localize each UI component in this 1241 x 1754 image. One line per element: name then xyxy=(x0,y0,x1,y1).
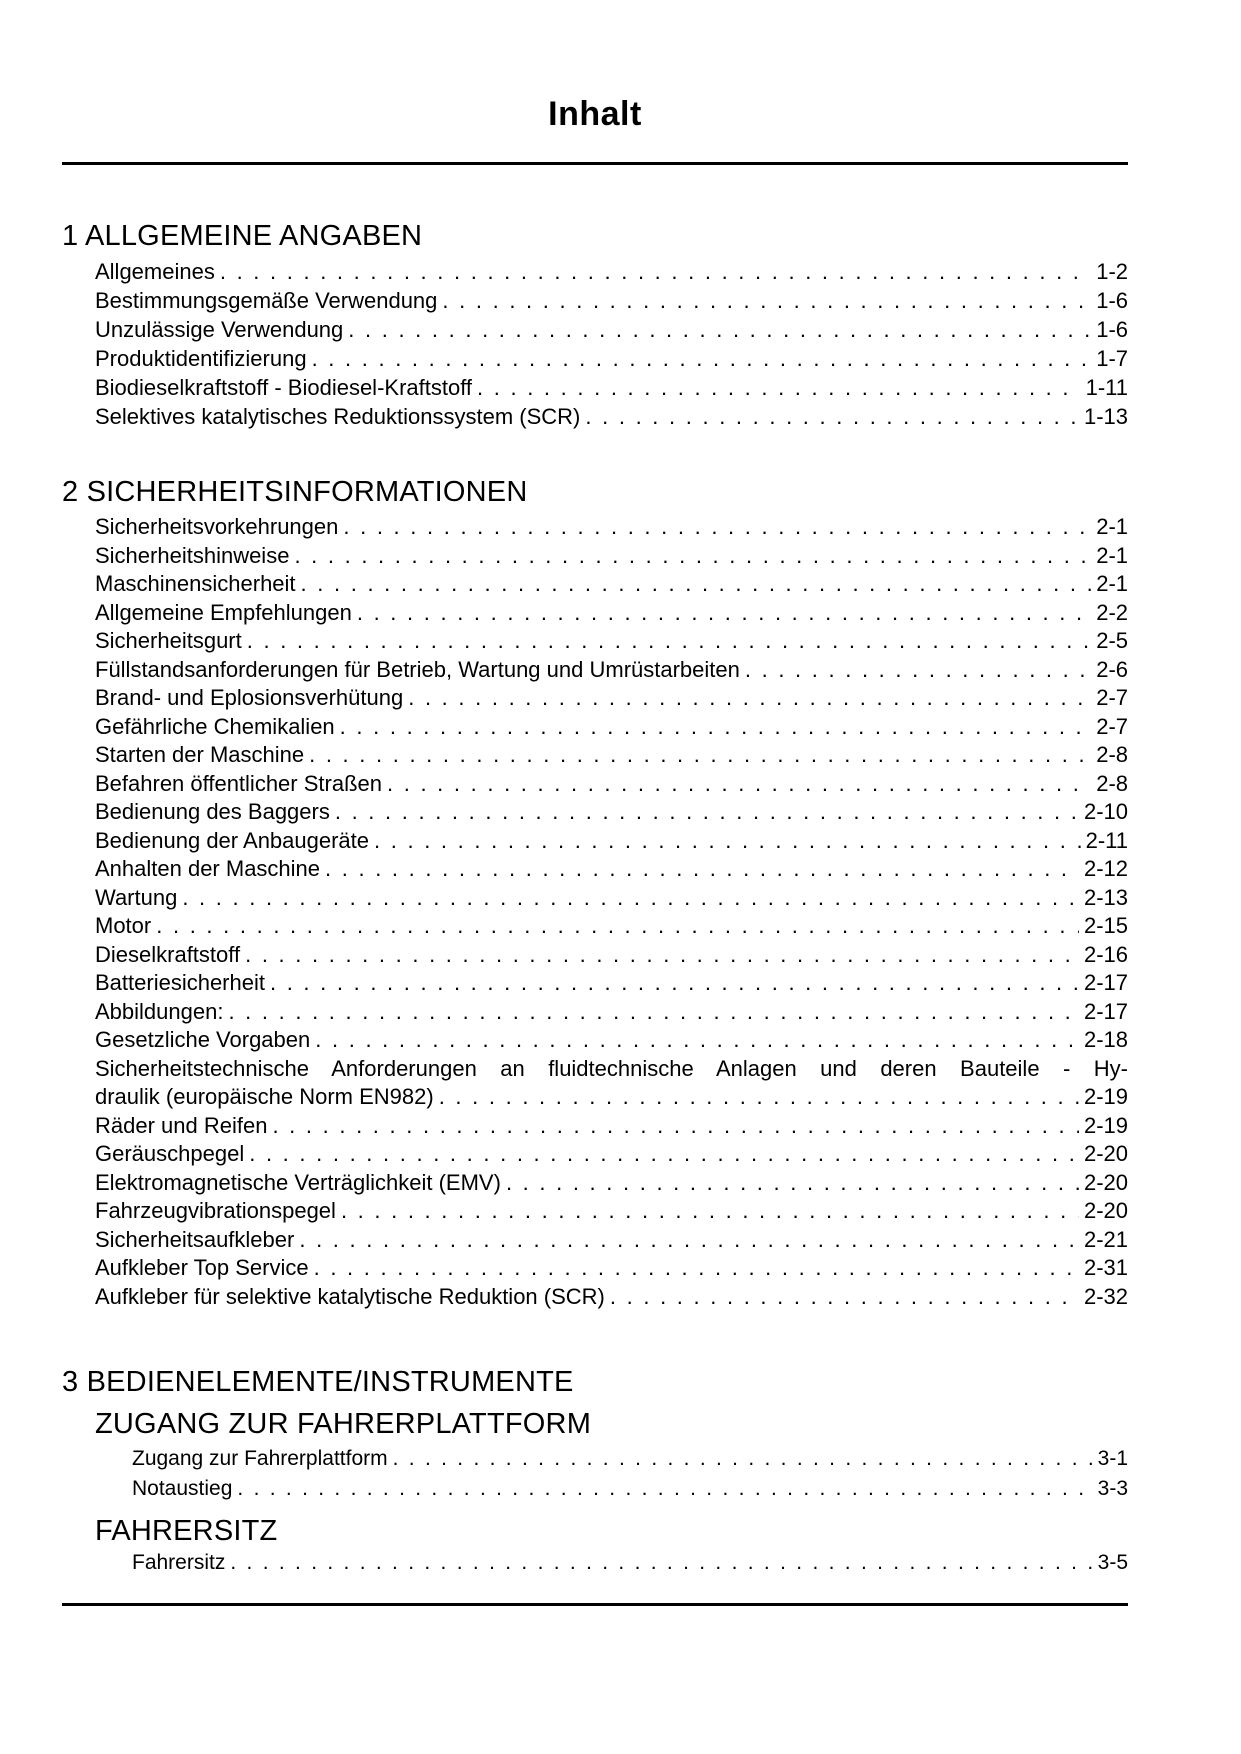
toc-row xyxy=(95,1026,1128,1055)
toc-page-number: 2-2 xyxy=(1096,599,1128,625)
toc-dot-leader xyxy=(585,402,1079,431)
toc-row xyxy=(95,713,1128,742)
toc-row xyxy=(95,599,1128,628)
toc-page-number: 2-6 xyxy=(1096,656,1128,682)
toc-row xyxy=(95,542,1128,571)
toc-page-number: 2-19 xyxy=(1083,1084,1128,1109)
toc-row xyxy=(132,1548,1128,1578)
toc-entry-line1: Sicherheitstechnische Anforderungen an fluidtechnische Anlagen und deren Bauteile - Hy- xyxy=(95,1055,1128,1081)
toc-dot-leader xyxy=(314,1254,1079,1283)
toc-entry-label: Sicherheitsgurt xyxy=(95,628,242,653)
toc-page-number: 2-8 xyxy=(1096,770,1128,796)
toc-row xyxy=(95,969,1128,998)
toc-row xyxy=(95,513,1128,542)
toc-section xyxy=(62,221,1128,431)
toc-page-number: 2-1 xyxy=(1096,571,1128,596)
toc-page-number: 3-1 xyxy=(1097,1447,1128,1470)
toc-row xyxy=(95,741,1128,770)
toc-page-number: 2-11 xyxy=(1085,827,1128,853)
toc-dot-leader xyxy=(299,1226,1079,1255)
toc-page-number: 2-1 xyxy=(1096,542,1128,568)
toc-sections xyxy=(62,221,1128,1578)
toc-entry-label: Zugang zur Fahrerplattform xyxy=(132,1447,388,1470)
toc-entry-label: Notaustieg xyxy=(132,1477,233,1500)
toc-entry-label: Bedienung des Baggers xyxy=(95,799,330,824)
subsection-heading: FAHRERSITZ xyxy=(95,1515,278,1547)
toc-entry-label: Geräuschpegel xyxy=(95,1141,245,1166)
toc-page-number: 1-13 xyxy=(1083,404,1128,429)
toc-dot-leader xyxy=(270,969,1079,998)
toc-entry-label: Maschinensicherheit xyxy=(95,571,296,596)
toc-page-number: 2-16 xyxy=(1083,941,1128,967)
toc-page-number: 2-12 xyxy=(1083,856,1128,881)
toc-row xyxy=(95,402,1128,431)
toc-row xyxy=(132,1444,1128,1474)
toc-entry-label: Sicherheitsvorkehrungen xyxy=(95,514,339,539)
toc-dot-leader xyxy=(341,1197,1079,1226)
subsection-heading: ZUGANG ZUR FAHRERPLATTFORM xyxy=(95,1408,592,1440)
toc-section xyxy=(62,1367,1128,1578)
toc-row xyxy=(95,373,1128,402)
toc-section xyxy=(62,477,1128,1311)
toc-entry-label: Dieselkraftstoff xyxy=(95,941,241,967)
toc-entry-label: Selektives katalytisches Reduktionssystem (SCR) xyxy=(95,404,581,429)
toc-page-number: 2-8 xyxy=(1096,742,1128,767)
toc-entry-label: Aufkleber Top Service xyxy=(95,1255,309,1280)
toc-dot-leader xyxy=(477,373,1081,402)
toc-row xyxy=(95,770,1128,799)
toc-entry-list xyxy=(62,1548,1128,1578)
toc-row xyxy=(95,344,1128,373)
toc-entry-label: Aufkleber für selektive katalytische Reduktion (SCR) xyxy=(95,1283,605,1309)
toc-dot-leader xyxy=(343,513,1091,542)
toc-dot-leader xyxy=(312,344,1092,373)
toc-row xyxy=(95,998,1128,1027)
toc-page-number: 1-7 xyxy=(1096,346,1128,371)
toc-row xyxy=(95,627,1128,656)
toc-dot-leader xyxy=(272,1112,1079,1141)
toc-row xyxy=(95,912,1128,941)
toc-page-number: 2-20 xyxy=(1083,1169,1128,1195)
toc-row xyxy=(95,1169,1128,1198)
toc-dot-leader xyxy=(393,1444,1093,1474)
toc-row xyxy=(95,1226,1128,1255)
toc-dot-leader xyxy=(294,542,1091,571)
toc-page-number: 2-32 xyxy=(1083,1283,1128,1309)
toc-entry-label: Fahrzeugvibrationspegel xyxy=(95,1198,336,1223)
toc-dot-leader xyxy=(245,941,1079,970)
toc-dot-leader xyxy=(387,770,1091,799)
toc-dot-leader xyxy=(357,599,1091,628)
section-heading: 3 BEDIENELEMENTE/INSTRUMENTE xyxy=(62,1366,574,1398)
toc-entry-label: Motor xyxy=(95,913,152,938)
toc-dot-leader xyxy=(745,656,1091,685)
toc-dot-leader xyxy=(309,741,1091,770)
toc-page-number: 1-6 xyxy=(1096,288,1128,313)
toc-entry-label: draulik (europäische Norm EN982) xyxy=(95,1084,434,1109)
toc-page-number: 2-19 xyxy=(1083,1112,1128,1138)
toc-row xyxy=(95,798,1128,827)
toc-page-number: 3-3 xyxy=(1097,1477,1128,1500)
toc-row xyxy=(95,1283,1128,1312)
toc-entry-label: Gefährliche Chemikalien xyxy=(95,713,335,739)
section-heading: 2 SICHERHEITSINFORMATIONEN xyxy=(62,476,528,508)
toc-row xyxy=(95,257,1128,286)
toc-row xyxy=(132,1474,1128,1504)
toc-entry-label: Füllstandsanforderungen für Betrieb, Wartung und Umrüstarbeiten xyxy=(95,656,740,682)
toc-page-number: 1-11 xyxy=(1085,375,1128,400)
toc-entry-label: Allgemeines xyxy=(95,259,215,284)
toc-page-number: 3-5 xyxy=(1097,1551,1128,1574)
toc-dot-leader xyxy=(610,1283,1079,1312)
toc-dot-leader xyxy=(374,827,1081,856)
toc-dot-leader xyxy=(439,1083,1079,1112)
toc-page-number: 2-17 xyxy=(1083,970,1128,995)
toc-dot-leader xyxy=(228,998,1079,1027)
toc-row xyxy=(95,315,1128,344)
toc-dot-leader xyxy=(348,315,1091,344)
toc-row xyxy=(95,884,1128,913)
toc-entry-label: Befahren öffentlicher Straßen xyxy=(95,770,382,796)
toc-entry-label: Sicherheitshinweise xyxy=(95,542,290,568)
toc-entry-list xyxy=(62,257,1128,431)
toc-dot-leader xyxy=(220,257,1091,286)
toc-row xyxy=(95,570,1128,599)
toc-row xyxy=(95,684,1128,713)
toc-dot-leader xyxy=(506,1169,1079,1198)
toc-entry-label: Bedienung der Anbaugeräte xyxy=(95,827,370,853)
toc-page-number: 2-18 xyxy=(1083,1027,1128,1052)
toc-row xyxy=(95,1197,1128,1226)
toc-entry-label: Brand- und Eplosionsverhütung xyxy=(95,685,404,710)
toc-row xyxy=(95,941,1128,970)
toc-entry-label: Wartung xyxy=(95,884,178,910)
toc-entry-label: Bestimmungsgemäße Verwendung xyxy=(95,288,438,313)
toc-row xyxy=(95,656,1128,685)
toc-row xyxy=(95,1254,1128,1283)
toc-page-number: 2-20 xyxy=(1083,1141,1128,1166)
toc-entry-label: Fahrersitz xyxy=(132,1551,226,1574)
toc-dot-leader xyxy=(156,912,1079,941)
toc-entry-list xyxy=(62,1444,1128,1504)
toc-row xyxy=(95,1083,1128,1112)
toc-page-number: 2-10 xyxy=(1083,799,1128,824)
toc-dot-leader xyxy=(325,855,1079,884)
toc-row xyxy=(95,1140,1128,1169)
toc-dot-leader xyxy=(182,884,1079,913)
footer-divider xyxy=(62,1603,1128,1606)
toc-entry-label: Anhalten der Maschine xyxy=(95,856,321,881)
section-heading: 1 ALLGEMEINE ANGABEN xyxy=(62,220,423,252)
toc-page-number: 2-7 xyxy=(1096,685,1128,710)
toc-dot-leader xyxy=(247,627,1091,656)
toc-page-number: 2-7 xyxy=(1096,713,1128,739)
toc-entry-label: Unzulässige Verwendung xyxy=(95,317,344,342)
page-title: Inhalt xyxy=(548,95,642,133)
toc-dot-leader xyxy=(230,1548,1092,1578)
toc-dot-leader xyxy=(249,1140,1079,1169)
toc-dot-leader xyxy=(340,713,1092,742)
toc-entry-label: Gesetzliche Vorgaben xyxy=(95,1027,311,1052)
toc-dot-leader xyxy=(315,1026,1079,1055)
toc-dot-leader xyxy=(237,1474,1092,1504)
toc-entry-label: Elektromagnetische Verträglichkeit (EMV) xyxy=(95,1169,501,1195)
toc-row xyxy=(95,827,1128,856)
document-page xyxy=(62,0,1128,1606)
toc-entry-label: Produktidentifizierung xyxy=(95,346,307,371)
toc-page-number: 1-2 xyxy=(1096,259,1128,284)
toc-page-number: 2-20 xyxy=(1083,1198,1128,1223)
toc-row xyxy=(95,1112,1128,1141)
title-divider xyxy=(62,162,1128,165)
toc-entry-label: Starten der Maschine xyxy=(95,742,305,767)
toc-page-number: 2-1 xyxy=(1096,514,1128,539)
toc-page-number: 2-13 xyxy=(1083,884,1128,910)
toc-entry-list xyxy=(62,513,1128,1311)
toc-dot-leader xyxy=(335,798,1079,827)
toc-entry-label: Räder und Reifen xyxy=(95,1112,268,1138)
toc-entry-label: Abbildungen: xyxy=(95,998,224,1024)
toc-entry-label: Allgemeine Empfehlungen xyxy=(95,599,352,625)
toc-dot-leader xyxy=(442,286,1091,315)
toc-row xyxy=(95,855,1128,884)
toc-row xyxy=(95,286,1128,315)
toc-dot-leader xyxy=(408,684,1091,713)
toc-entry-label: Batteriesicherheit xyxy=(95,970,265,995)
toc-page-number: 2-5 xyxy=(1096,628,1128,653)
toc-page-number: 1-6 xyxy=(1096,317,1128,342)
toc-entry-label: Biodieselkraftstoff - Biodiesel-Kraftstoff xyxy=(95,375,473,400)
toc-page-number: 2-31 xyxy=(1083,1255,1128,1280)
toc-page-number: 2-17 xyxy=(1083,998,1128,1024)
toc-entry-label: Sicherheitsaufkleber xyxy=(95,1226,295,1252)
toc-page-number: 2-21 xyxy=(1083,1226,1128,1252)
toc-dot-leader xyxy=(301,570,1092,599)
toc-page-number: 2-15 xyxy=(1083,913,1128,938)
